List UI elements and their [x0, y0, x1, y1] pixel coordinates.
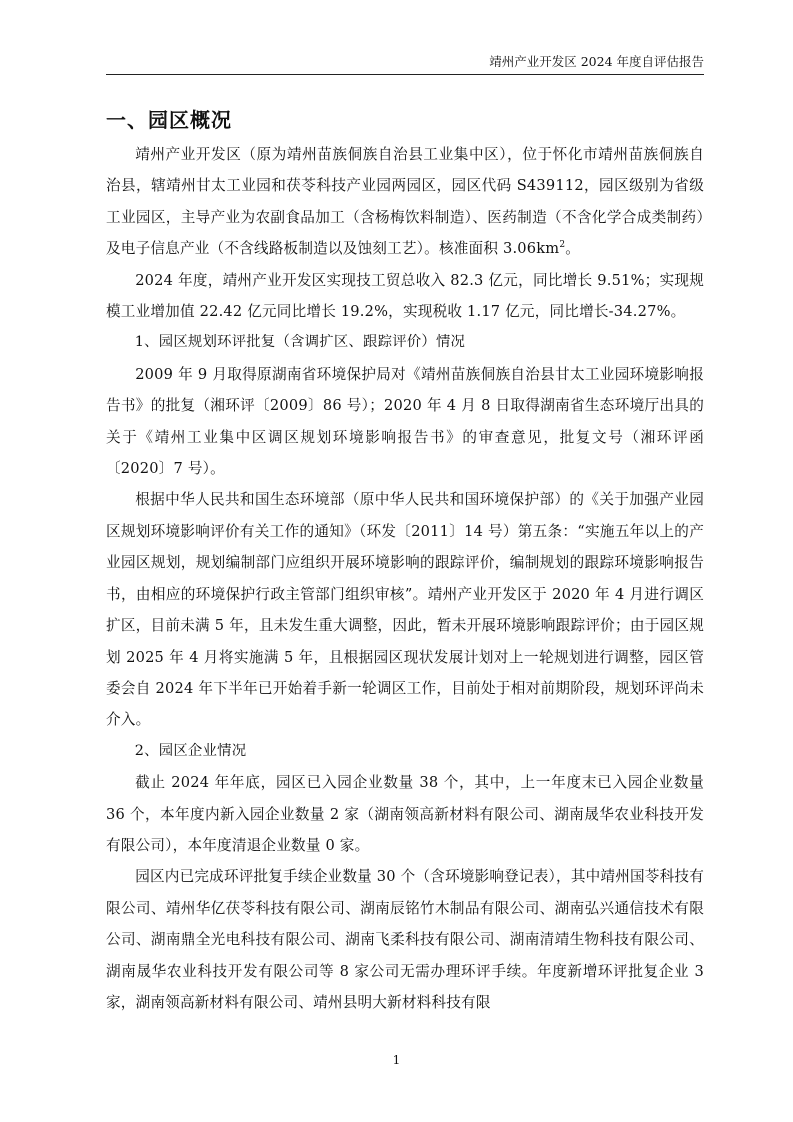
document-body	[106, 104, 704, 1018]
area-unit-superscript: 2	[559, 240, 566, 251]
page-number: 1	[392, 1053, 401, 1067]
paragraph-enterprise-count: 截止 2024 年年底，园区已入园企业数量 38 个，其中，上一年度末已入园企业数量 36 个，本年度内新入园企业数量 2 家（湖南领高新材料有限公司、湖南晟华农业科技开发有限公司），本年度清退企业数量 0 家。	[106, 774, 704, 854]
page-header	[106, 52, 704, 75]
subheading-planning-approval: 1、园区规划环评批复（含调扩区、跟踪评价）情况	[134, 334, 466, 351]
paragraph-overview-end: 。	[565, 240, 581, 258]
paragraph-overview-text: 靖州产业开发区（原为靖州苗族侗族自治县工业集中区），位于怀化市靖州苗族侗族自治县，辖靖州甘太工业园和茯苓科技产业园两园区，园区代码 S439112，园区级别为省级工业园区，主导产业为农副食品加工（含杨梅饮料制造）、医药制造（不含化学合成类制药）及电子信息产业（不含线路板制造以及蚀刻工艺）。核准面积 3.06km	[106, 146, 704, 258]
header-title: 靖州产业开发区 2024 年度自评估报告	[489, 54, 704, 69]
paragraph-approval-history: 2009 年 9 月取得原湖南省环境保护局对《靖州苗族侗族自治县甘太工业园环境影响报告书》的批复（湘环评〔2009〕86 号）；2020 年 4 月 8 日取得湖南省生态环境厅出具的关于《靖州工业集中区调区规划环境影响报告书》的审查意见，批复文号（湘环评函〔2020〕7 号）。	[106, 365, 704, 478]
subheading-enterprises: 2、园区企业情况	[134, 742, 247, 759]
section-heading: 一、园区概况	[106, 108, 232, 132]
paragraph-tracking-evaluation: 根据中华人民共和国生态环境部（原中华人民共和国环境保护部）的《关于加强产业园区规划环境影响评价有关工作的通知》（环发〔2011〕14 号）第五条：“实施五年以上的产业园区规划，规划编制部门应组织开展环境影响的跟踪评价，编制规划的跟踪环境影响报告书，由相应的环境保护行政主管部门组织审核”。靖州产业开发区于 2020 年 4 月进行调区扩区，目前未满 5 年，且未发生重大调整，因此，暂未开展环境影响跟踪评价；由于园区规划 2025 年 4 月将实施满 5 年，且根据园区现状发展计划对上一轮规划进行调整，园区管委会自 2024 年下半年已开始着手新一轮调区工作，目前处于相对前期阶段，规划环评尚未介入。	[106, 491, 704, 729]
paragraph-overview	[106, 139, 704, 265]
paragraph-revenue: 2024 年度，靖州产业开发区实现技工贸总收入 82.3 亿元，同比增长 9.51%；实现规模工业增加值 22.42 亿元同比增长 19.2%，实现税收 1.17 亿元，同比增长-34.27%。	[106, 271, 704, 321]
paragraph-enterprise-approvals: 园区内已完成环评批复手续企业数量 30 个（含环境影响登记表），其中靖州国苓科技有限公司、靖州华亿茯苓科技有限公司、湖南辰铭竹木制品有限公司、湖南弘兴通信技术有限公司、湖南鼎全光电科技有限公司、湖南飞柔科技有限公司、湖南清靖生物科技有限公司、湖南晟华农业科技开发有限公司等 8 家公司无需办理环评手续。年度新增环评批复企业 3 家，湖南领高新材料有限公司、靖州县明大新材料科技有限	[106, 868, 704, 1011]
